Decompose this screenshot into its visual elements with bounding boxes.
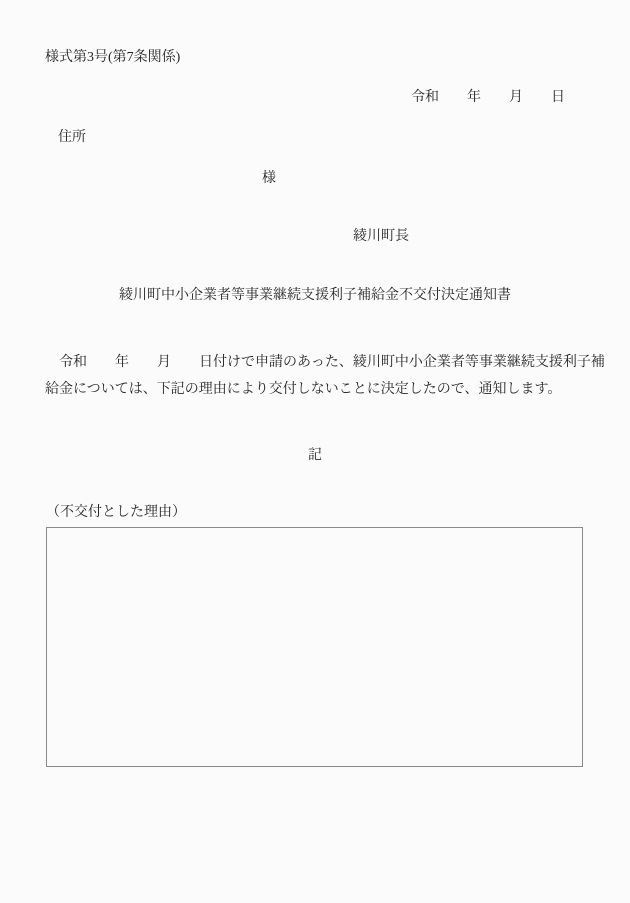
form-number: 様式第3号(第7条関係) [45, 50, 181, 65]
reason-label: （不交付とした理由） [46, 505, 186, 520]
body-paragraph-line-1: 令和 年 月 日付けで申請のあった、綾川町中小企業者等事業継続支援利子補 [59, 355, 605, 370]
addressee-honorific: 様 [262, 171, 276, 186]
reason-box [46, 527, 583, 767]
address-label: 住所 [58, 130, 86, 145]
date-line: 令和 年 月 日 [411, 90, 565, 105]
body-paragraph-line-2: 給金については、下記の理由により交付しないことに決定したので、通知します。 [45, 382, 562, 397]
document-title: 綾川町中小企業者等事業継続支援利子補給金不交付決定通知書 [119, 288, 511, 303]
sender-title: 綾川町長 [353, 229, 409, 244]
record-marker: 記 [308, 448, 322, 463]
